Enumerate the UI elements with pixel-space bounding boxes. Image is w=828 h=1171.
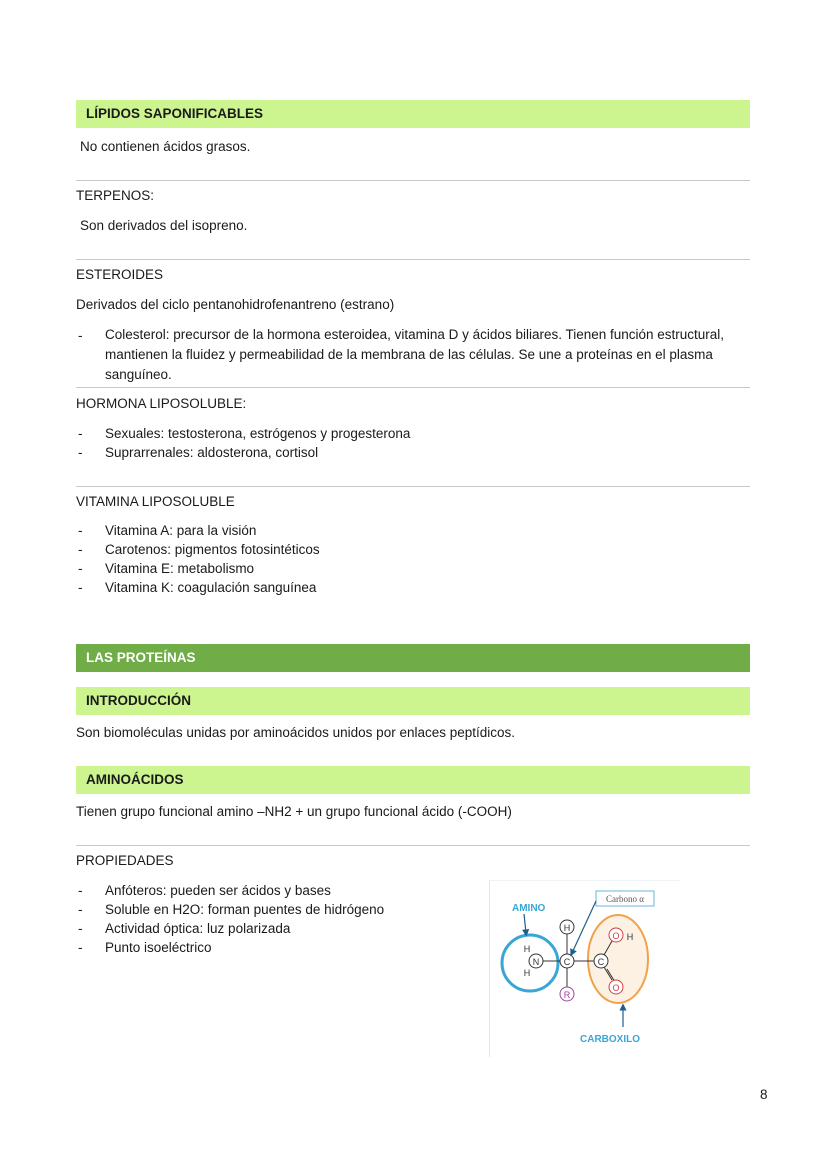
- amino-arrow: [524, 914, 526, 933]
- list-item: Vitamina E: metabolismo: [105, 561, 255, 576]
- atom-label: H: [523, 968, 531, 978]
- section-heading-introduccion: [76, 687, 750, 715]
- introduccion-text: Son biomoléculas unidas por aminoácidos unidos por enlaces peptídicos.: [76, 725, 516, 740]
- atom-label: H: [523, 944, 531, 954]
- section-heading-lipidos: [76, 100, 750, 128]
- list-item: Actividad óptica: luz polarizada: [105, 921, 291, 936]
- list-item: Vitamina A: para la visión: [105, 523, 257, 538]
- section-heading-aminoacidos: [76, 766, 750, 794]
- carbono-alpha-label: Carbono α: [606, 894, 644, 904]
- terpenos-heading: TERPENOS:: [76, 188, 155, 203]
- heading-text: LÍPIDOS SAPONIFICABLES: [86, 106, 264, 121]
- vitamina-heading: VITAMINA LIPOSOLUBLE: [76, 494, 235, 509]
- list-bullet: -: [78, 561, 83, 576]
- atom-label: H: [626, 932, 634, 942]
- hormona-heading: HORMONA LIPOSOLUBLE:: [76, 396, 247, 411]
- amino-acid-structure-svg: [490, 881, 680, 1057]
- propiedades-heading: PROPIEDADES: [76, 853, 174, 868]
- divider: [76, 259, 750, 260]
- atom-label: R: [563, 990, 571, 1000]
- divider: [76, 180, 750, 181]
- amino-acid-diagram: [489, 880, 680, 1057]
- list-bullet: -: [78, 580, 83, 595]
- esteroides-text: Derivados del ciclo pentanohidrofenantreno (estrano): [76, 297, 395, 312]
- carboxilo-label: CARBOXILO: [580, 1034, 640, 1045]
- terpenos-text: Son derivados del isopreno.: [80, 218, 248, 233]
- atom-label: C: [563, 957, 571, 967]
- atom-label: H: [563, 923, 571, 933]
- lipidos-intro: No contienen ácidos grasos.: [80, 139, 251, 154]
- list-item: Anfóteros: pueden ser ácidos y bases: [105, 883, 331, 898]
- list-bullet: -: [78, 445, 83, 460]
- page-number: 8: [760, 1087, 768, 1102]
- atom-label: O: [612, 931, 620, 941]
- list-item: Carotenos: pigmentos fotosintéticos: [105, 542, 320, 557]
- list-bullet: -: [78, 883, 83, 898]
- list-item: Suprarrenales: aldosterona, cortisol: [105, 445, 319, 460]
- list-bullet: -: [78, 542, 83, 557]
- list-bullet: -: [78, 426, 83, 441]
- divider: [76, 845, 750, 846]
- atom-label: O: [612, 983, 620, 993]
- divider: [76, 387, 750, 388]
- heading-text: LAS PROTEÍNAS: [86, 650, 196, 665]
- list-bullet: -: [78, 328, 83, 343]
- divider: [76, 486, 750, 487]
- list-item: Vitamina K: coagulación sanguínea: [105, 580, 317, 595]
- list-item: Soluble en H2O: forman puentes de hidrógeno: [105, 902, 385, 917]
- list-bullet: -: [78, 921, 83, 936]
- atom-label: C: [597, 957, 605, 967]
- list-bullet: -: [78, 902, 83, 917]
- section-heading-proteinas: [76, 644, 750, 672]
- list-item-colesterol: Colesterol: precursor de la hormona esteroidea, vitamina D y ácidos biliares. Tienen función estructural, mantienen la fluidez y permeabilidad de la membrana de las células. Se une a proteínas en el plasma sanguíneo.: [105, 327, 725, 382]
- heading-text: AMINOÁCIDOS: [86, 772, 184, 787]
- aminoacidos-text: Tienen grupo funcional amino –NH2 + un grupo funcional ácido (-COOH): [76, 804, 512, 819]
- amino-label: AMINO: [512, 903, 546, 914]
- heading-text: INTRODUCCIÓN: [86, 693, 191, 708]
- list-item: Punto isoeléctrico: [105, 940, 212, 955]
- esteroides-heading: ESTEROIDES: [76, 267, 164, 282]
- list-bullet: -: [78, 940, 83, 955]
- list-bullet: -: [78, 523, 83, 538]
- list-item: Sexuales: testosterona, estrógenos y progesterona: [105, 426, 411, 441]
- atom-label: N: [532, 957, 540, 967]
